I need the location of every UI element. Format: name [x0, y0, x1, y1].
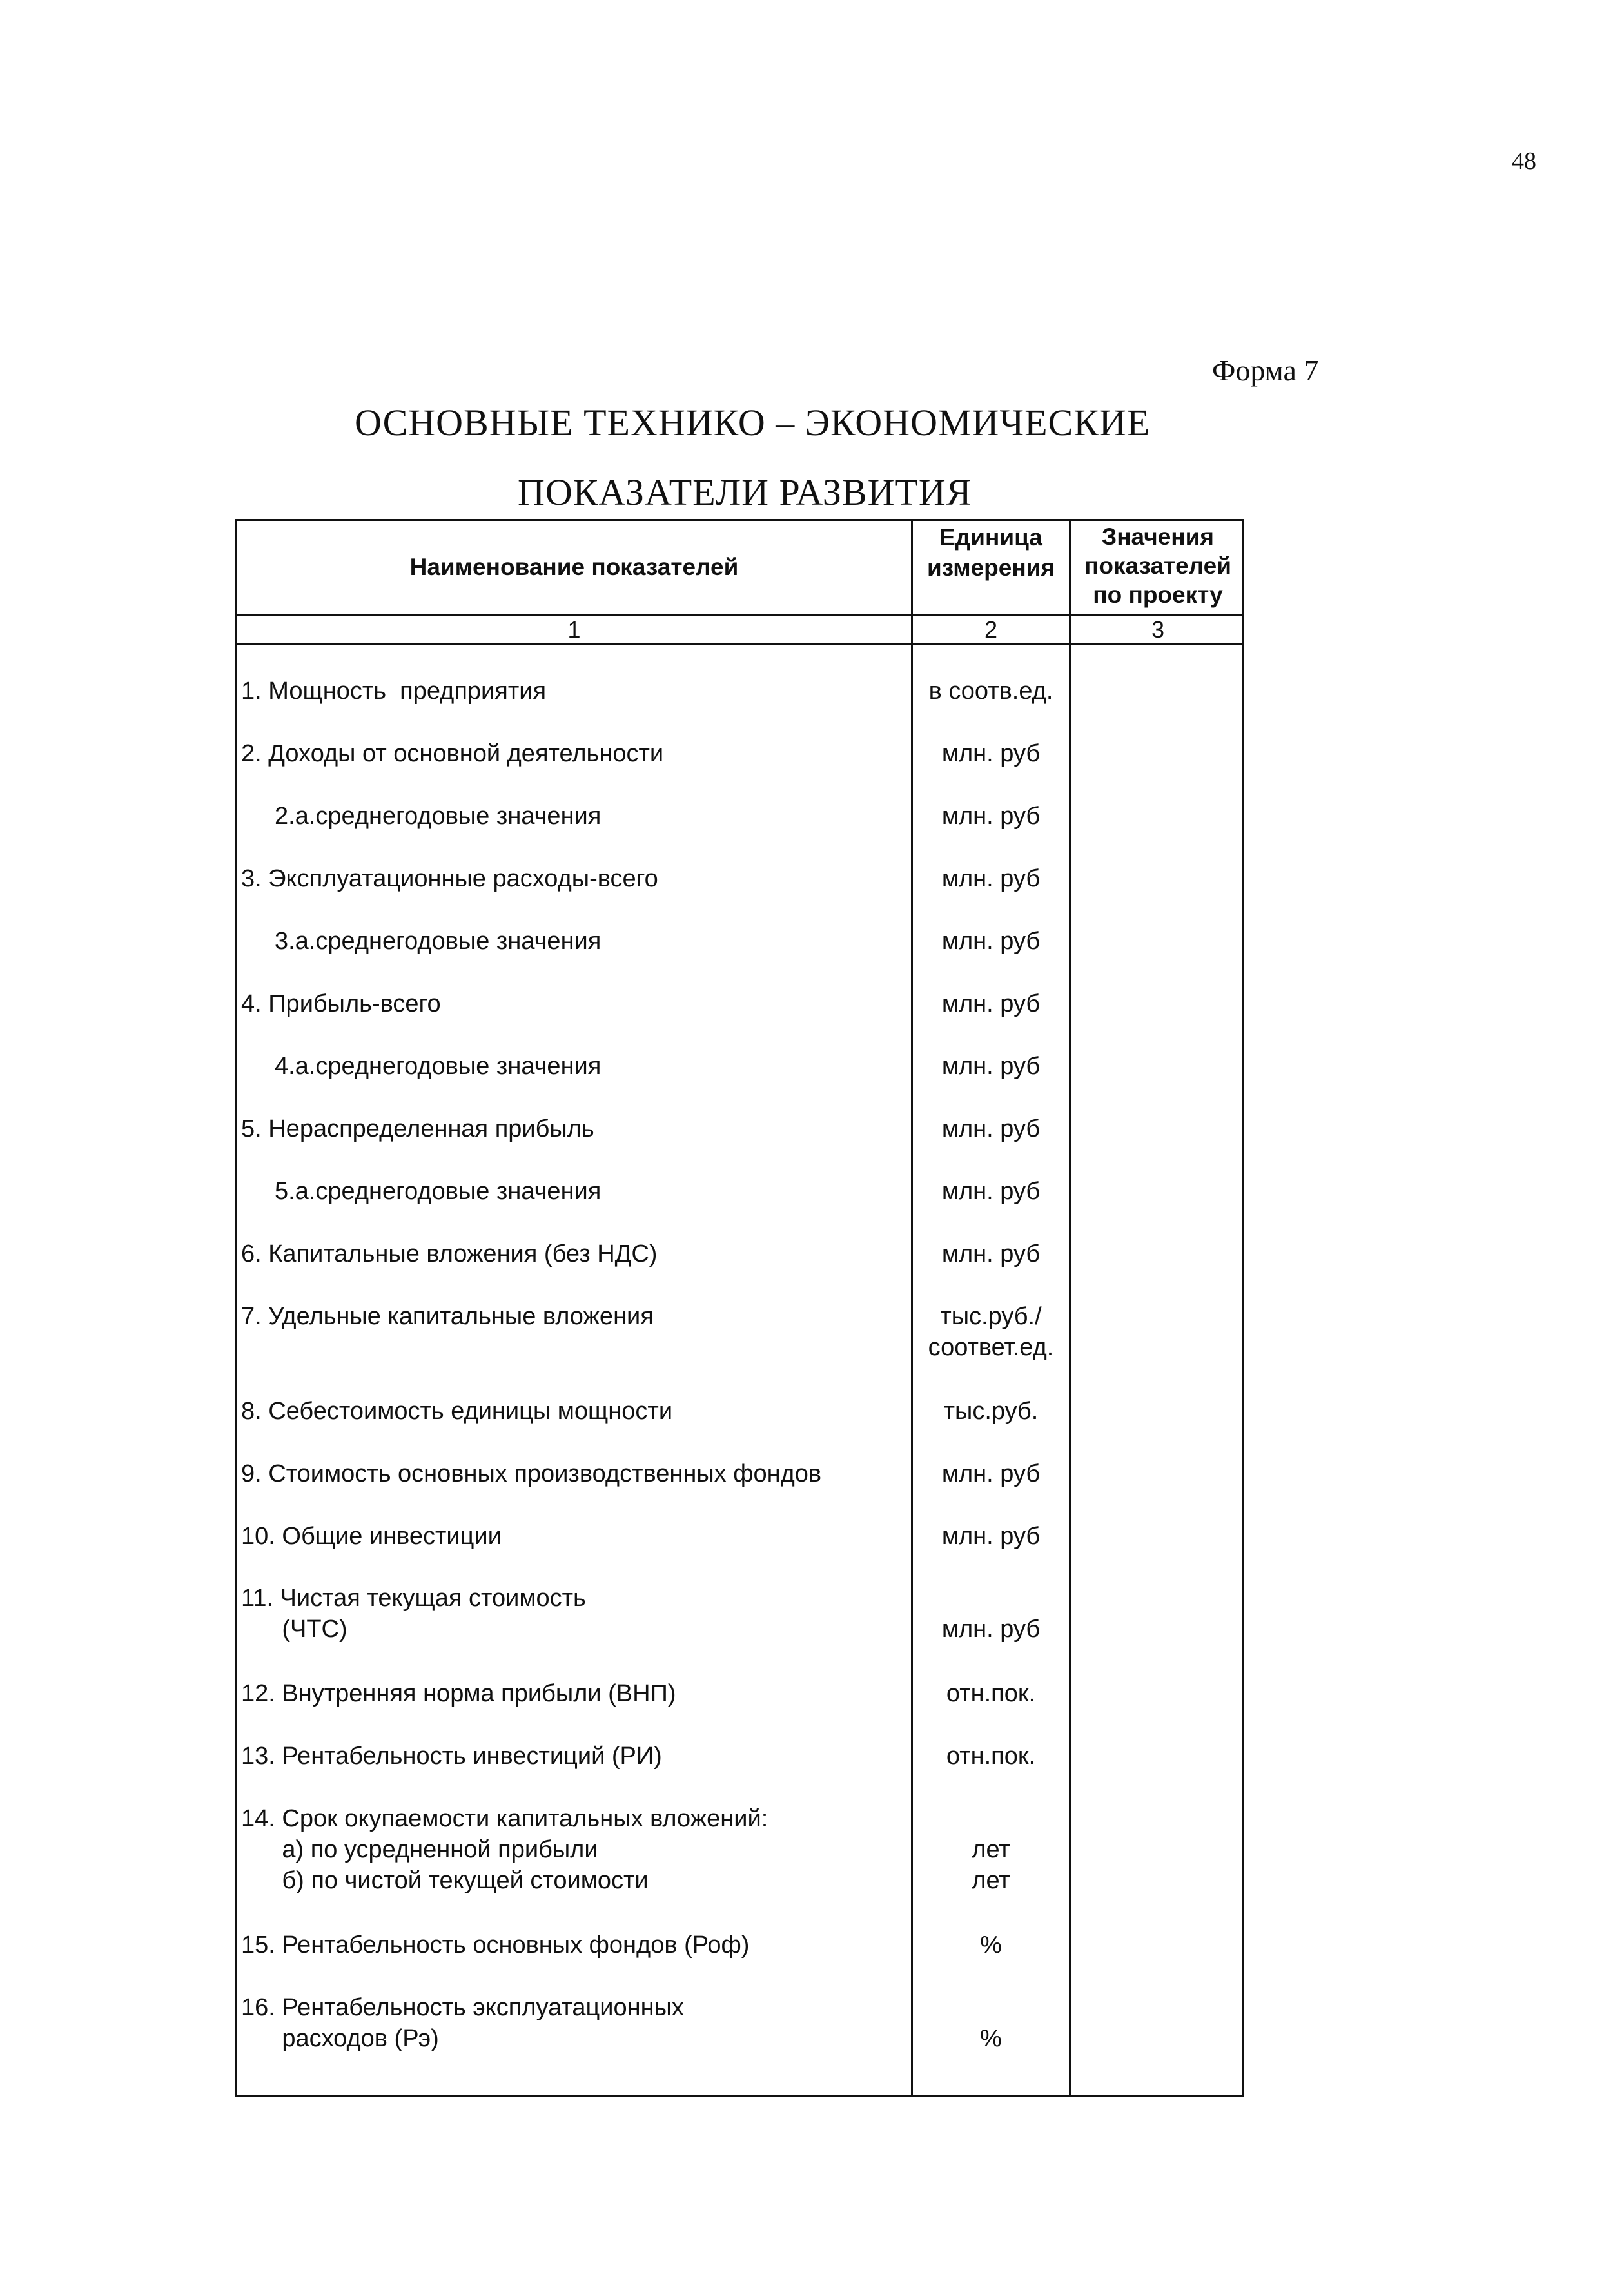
row-unit: % [980, 1932, 1002, 1959]
column-number-3: 3 [1151, 616, 1165, 643]
row-unit: млн. руб [941, 928, 1041, 955]
row-name: 10. Общие инвестиции [241, 1523, 502, 1550]
row-unit: млн. руб [941, 1115, 1041, 1142]
column-number-1: 1 [567, 616, 581, 643]
row-unit: млн. руб [941, 1523, 1041, 1550]
row-unit: млн. руб [941, 1053, 1041, 1080]
row-unit: в соотв.ед. [928, 678, 1053, 705]
row-unit: млн. руб [941, 1616, 1041, 1643]
header-unit: Единица измерения [926, 524, 1055, 581]
row-name: 13. Рентабельность инвестиций (РИ) [241, 1743, 662, 1770]
row-name: 9. Стоимость основных производственных фондов [241, 1460, 822, 1487]
row-name: 16. Рентабельность эксплуатационных расходов (Рэ) [241, 1994, 684, 2052]
row-unit: млн. руб [941, 865, 1041, 892]
column-numbers-divider [237, 643, 1242, 645]
header-value: Значения показателей по проекту [1084, 523, 1232, 608]
row-unit: млн. руб [941, 1460, 1041, 1487]
row-name: 8. Себестоимость единицы мощности [241, 1398, 673, 1425]
row-unit: млн. руб [941, 803, 1041, 830]
page-number: 48 [1512, 148, 1536, 175]
row-name: 5. Нераспределенная прибыль [241, 1115, 594, 1142]
row-name: 4. Прибыль-всего [241, 990, 441, 1017]
row-unit: тыс.руб. [943, 1398, 1039, 1425]
row-name: 4.а.среднегодовые значения [275, 1053, 602, 1080]
indicators-table [235, 519, 1244, 2097]
row-unit: млн. руб [941, 1178, 1041, 1205]
row-name: 11. Чистая текущая стоимость (ЧТС) [241, 1585, 586, 1643]
row-name: 3.а.среднегодовые значения [275, 928, 602, 955]
row-unit: млн. руб [941, 990, 1041, 1017]
header-name: Наименование показателей [409, 554, 739, 580]
column-number-2: 2 [984, 616, 998, 643]
row-name: 14. Срок окупаемости капитальных вложений: а) по усредненной прибыли б) по чистой текущей стоимости [241, 1805, 768, 1894]
row-name: 3. Эксплуатационные расходы-всего [241, 865, 658, 892]
row-name: 7. Удельные капитальные вложения [241, 1303, 654, 1330]
row-unit: отн.пок. [946, 1743, 1036, 1770]
row-name: 12. Внутренняя норма прибыли (ВНП) [241, 1680, 676, 1707]
row-name: 2.а.среднегодовые значения [275, 803, 602, 830]
row-name: 1. Мощность предприятия [241, 678, 547, 705]
row-unit: млн. руб [941, 1240, 1041, 1267]
row-name: 15. Рентабельность основных фондов (Роф) [241, 1932, 750, 1959]
form-label: Форма 7 [1212, 354, 1319, 387]
document-title-line-1: ОСНОВНЫЕ ТЕХНИКО – ЭКОНОМИЧЕСКИЕ [355, 402, 1151, 444]
row-name: 5.а.среднегодовые значения [275, 1178, 602, 1205]
row-name: 2. Доходы от основной деятельности [241, 740, 664, 767]
row-unit: отн.пок. [946, 1680, 1036, 1707]
document-title-line-2: ПОКАЗАТЕЛИ РАЗВИТИЯ [518, 471, 972, 513]
row-name: 6. Капитальные вложения (без НДС) [241, 1240, 658, 1267]
row-unit: % [980, 2025, 1002, 2052]
row-unit: лет лет [972, 1836, 1010, 1894]
row-unit: тыс.руб./ соответ.ед. [928, 1303, 1054, 1361]
column-divider [1069, 521, 1071, 2095]
row-unit: млн. руб [941, 740, 1041, 767]
